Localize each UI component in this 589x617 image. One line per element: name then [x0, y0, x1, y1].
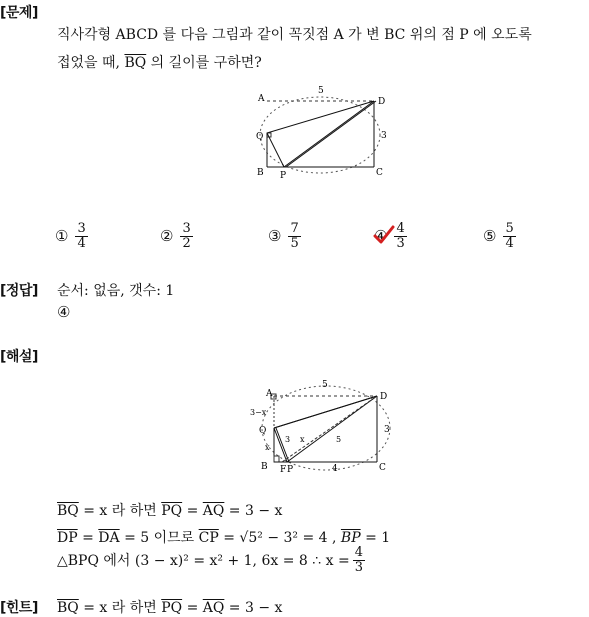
- fig1-C: C: [376, 168, 383, 178]
- answer-label: [정답]: [0, 283, 38, 299]
- fig1-D: D: [378, 97, 386, 107]
- answer-line2: ④: [57, 303, 71, 321]
- hint-label: [힌트]: [0, 600, 38, 616]
- option-5[interactable]: [483, 222, 519, 250]
- checkmark-icon: [373, 225, 395, 245]
- fig2-left-bottom: x: [265, 443, 270, 452]
- problem-label: [문제]: [0, 5, 38, 21]
- option-3-frac: $\frac{7}{5}$: [290, 221, 299, 251]
- option-2[interactable]: [160, 222, 196, 250]
- fig2-top-len: 5: [322, 380, 328, 390]
- answer-line1: 순서: 없음, 갯수: 1: [57, 283, 175, 299]
- option-1-mark: ①: [55, 227, 69, 246]
- fig2-right-len: 3: [384, 425, 390, 435]
- fig2-C: C: [379, 463, 386, 473]
- fig2-Q: Q: [259, 426, 267, 436]
- fig2-P: P: [287, 465, 294, 475]
- option-5-mark: ⑤: [483, 227, 497, 246]
- explanation-label: [해설]: [0, 349, 38, 365]
- fig1-P: P: [280, 171, 287, 180]
- fig2-B: B: [261, 462, 268, 472]
- explanation-line1: $\overline{BQ} = x$ 라 하면 $\overline{PQ} = \overline{AQ} = 3 - x$: [57, 503, 283, 519]
- fig1-A: A: [258, 94, 265, 104]
- fig2-diag2: 5: [336, 435, 342, 444]
- fig1-B: B: [257, 168, 264, 178]
- fig2-D: D: [380, 392, 388, 402]
- option-1-frac: $\frac{3}{4}$: [77, 221, 86, 251]
- problem-figure: [250, 85, 400, 180]
- option-4-frac: $\frac{4}{3}$: [396, 221, 405, 251]
- fig1-top-len: 5: [318, 86, 324, 96]
- explanation-line3: △BPQ 에서 (3 − x)² = x² + 1, 6x = 8 ∴ x = $\frac{4}{3}$: [57, 545, 363, 575]
- fig2-left-top: 3−x: [250, 408, 267, 417]
- option-2-frac: $\frac{3}{2}$: [182, 221, 191, 251]
- option-3-mark: ③: [268, 227, 282, 246]
- problem-line1: 직사각형 ABCD 를 다음 그림과 같이 꼭짓점 A 가 변 BC 위의 점 P 에 오도록: [57, 27, 532, 43]
- fig2-A: A: [266, 389, 273, 399]
- option-2-mark: ②: [160, 227, 174, 246]
- problem-line2: 접었을 때, $\overline{BQ}$ 의 길이를 구하면?: [57, 55, 262, 71]
- fig2-qp: 3: [285, 435, 291, 444]
- option-4[interactable]: [374, 222, 410, 250]
- hint-line: $\overline{BQ} = x$ 라 하면 $\overline{PQ} = \overline{AQ} = 3 - x$: [57, 600, 283, 616]
- option-3[interactable]: [268, 222, 304, 250]
- explanation-line2: $\overline{DP} = \overline{DA} = 5$ 이므로 $\overline{CP} = √5^2 - 3^2 = 4$ , $\overline{BP} = 1$: [57, 530, 391, 546]
- explanation-figure: [246, 376, 396, 476]
- fig2-diag1: x: [300, 435, 305, 444]
- fig1-right-len: 3: [381, 131, 387, 141]
- fig2-bottom-len: 4: [332, 464, 338, 474]
- fig1-Q: Q: [256, 132, 264, 142]
- option-1[interactable]: [55, 222, 91, 250]
- option-4-mark: ④: [374, 227, 387, 245]
- fig2-F: F: [280, 465, 287, 475]
- option-5-frac: $\frac{5}{4}$: [505, 221, 514, 251]
